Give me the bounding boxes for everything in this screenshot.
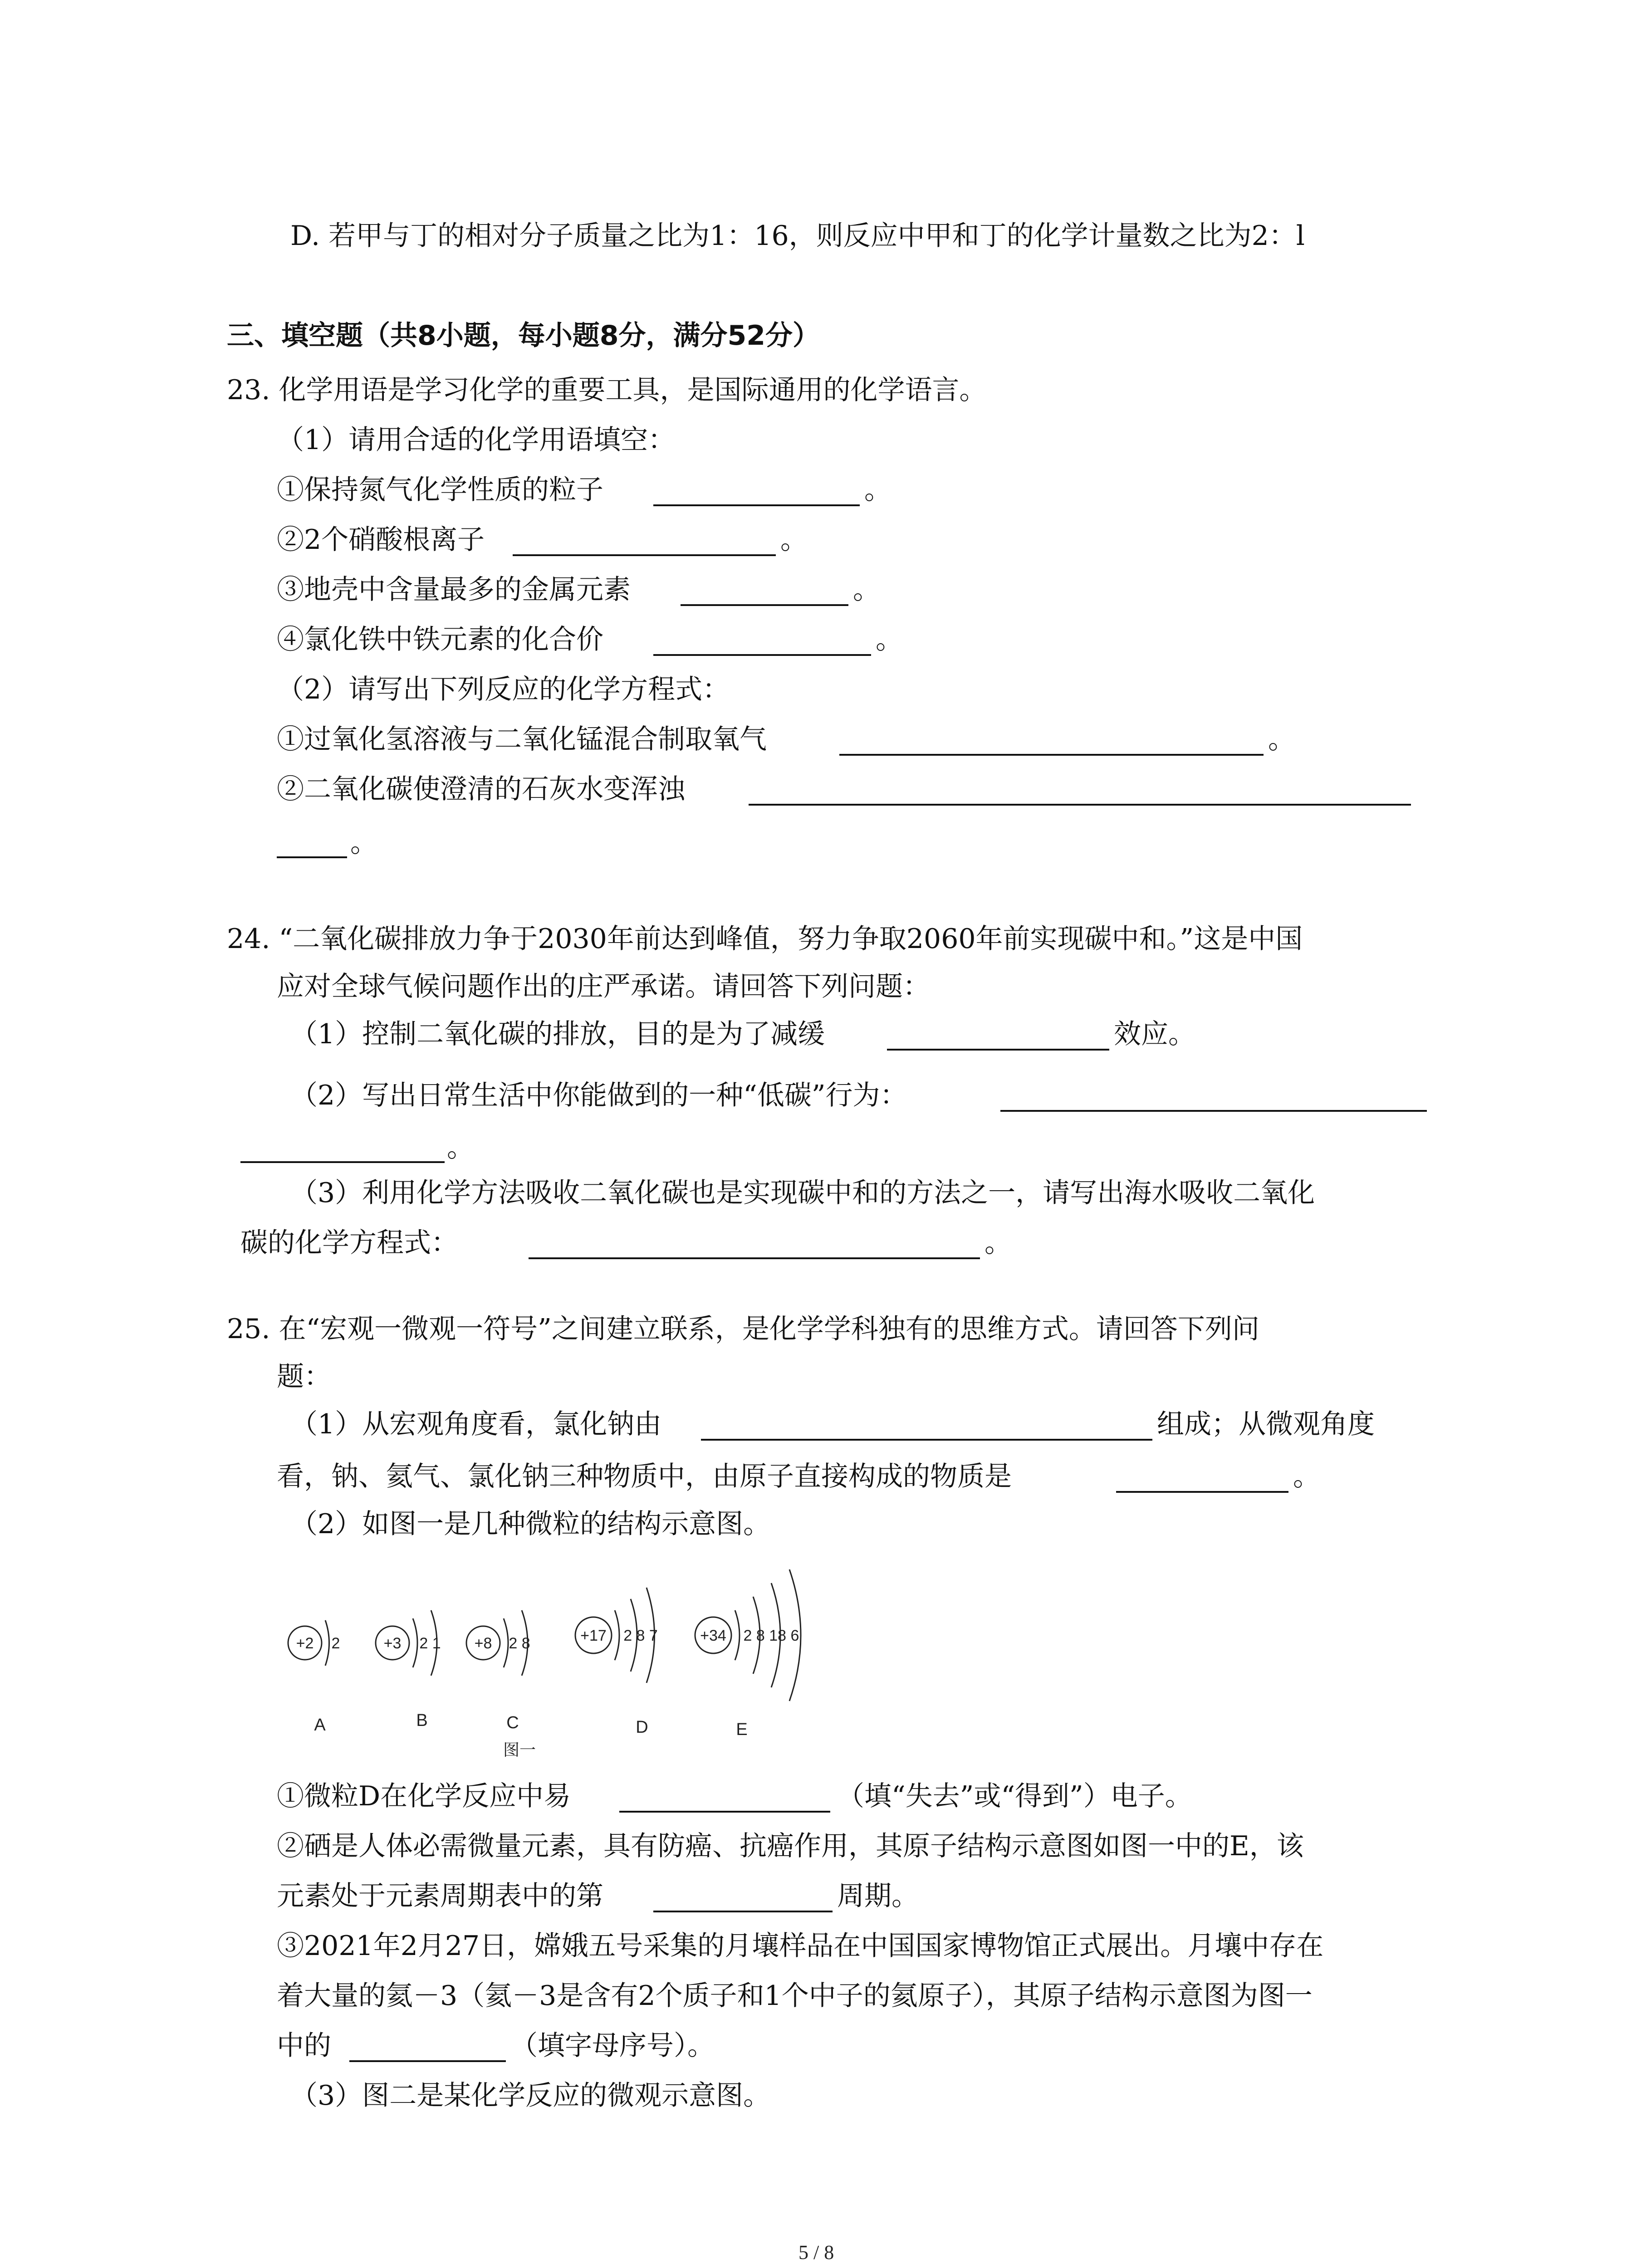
section-title: 三、填空题（共8小题，每小题8分，满分52分） bbox=[227, 320, 820, 352]
q24-part3-line2: 碳的化学方程式： bbox=[240, 1227, 458, 1259]
electron-shells: 2 bbox=[331, 1635, 340, 1652]
q24-stem-line2: 应对全球气候问题作出的庄严承诺。请回答下列问题： bbox=[277, 971, 930, 1002]
q25-sub3-line3: 中的 bbox=[277, 2030, 331, 2062]
label-a: A bbox=[314, 1716, 326, 1735]
answer-blank[interactable] bbox=[887, 1049, 1109, 1051]
q23-item3: ③地壳中含量最多的金属元素 bbox=[277, 574, 631, 606]
q25-sub2-line2: 元素处于元素周期表中的第 bbox=[277, 1880, 603, 1912]
answer-blank[interactable] bbox=[839, 754, 1264, 756]
electron-shells: 2 8 7 bbox=[623, 1627, 658, 1644]
q24-stem-line1: 24. “二氧化碳排放力争于2030年前达到峰值，努力争取2060年前实现碳中和。”这是中国 bbox=[227, 923, 1303, 955]
period: 。 bbox=[1293, 1461, 1320, 1492]
figure-caption: 图一 bbox=[503, 1740, 536, 1759]
q24-part1: （1）控制二氧化碳的排放，目的是为了减缓 bbox=[290, 1018, 825, 1050]
q25-part1-mid: 组成；从微观角度 bbox=[1157, 1408, 1375, 1440]
answer-blank[interactable] bbox=[513, 554, 776, 556]
option-d: D. 若甲与丁的相对分子质量之比为1：16，则反应中甲和丁的化学计量数之比为2：l bbox=[290, 220, 1305, 252]
answer-blank[interactable] bbox=[1000, 1110, 1427, 1112]
shell-arc bbox=[325, 1620, 329, 1666]
q25-sub1: ①微粒D在化学反应中易 bbox=[277, 1780, 571, 1812]
period: 。 bbox=[853, 574, 880, 606]
label-b: B bbox=[416, 1711, 428, 1730]
answer-blank[interactable] bbox=[653, 654, 871, 656]
answer-blank[interactable] bbox=[749, 804, 1411, 806]
nucleus-charge: +2 bbox=[296, 1635, 314, 1652]
period: 。 bbox=[864, 474, 892, 506]
q24-part3-line1: （3）利用化学方法吸收二氧化碳也是实现碳中和的方法之一，请写出海水吸收二氧化 bbox=[290, 1177, 1315, 1209]
q25-stem-line1: 25. 在“宏观一微观一符号”之间建立联系，是化学学科独有的思维方式。请回答下列问 bbox=[227, 1313, 1259, 1345]
label-e: E bbox=[736, 1720, 748, 1739]
answer-blank[interactable] bbox=[1116, 1491, 1288, 1493]
label-c: C bbox=[506, 1713, 519, 1732]
shell-arc bbox=[735, 1610, 740, 1660]
page-number: 5 / 8 bbox=[798, 2241, 834, 2263]
q25-sub1-suffix: （填“失去”或“得到”）电子。 bbox=[837, 1780, 1192, 1812]
q23-item4: ④氯化铁中铁元素的化合价 bbox=[277, 624, 603, 655]
electron-shells: 2 8 18 6 bbox=[743, 1627, 799, 1644]
q23-part1: （1）请用合适的化学用语填空： bbox=[277, 424, 676, 456]
answer-blank[interactable] bbox=[681, 604, 848, 606]
answer-blank[interactable] bbox=[653, 504, 860, 506]
answer-blank[interactable] bbox=[619, 1811, 830, 1813]
q25-sub3-suffix: （填字母序号）。 bbox=[510, 2030, 715, 2062]
nucleus-charge: +17 bbox=[580, 1627, 607, 1644]
q25-part1-line1: （1）从宏观角度看，氯化钠由 bbox=[290, 1408, 662, 1440]
q24-part2: （2）写出日常生活中你能做到的一种“低碳”行为： bbox=[290, 1080, 907, 1111]
period: 。 bbox=[350, 827, 377, 859]
answer-blank[interactable] bbox=[277, 856, 347, 858]
nucleus-charge: +8 bbox=[474, 1635, 492, 1652]
q25-sub3-line1: ③2021年2月27日，嫦娥五号采集的月壤样品在中国国家博物馆正式展出。月壤中存在 bbox=[277, 1930, 1324, 1962]
q25-part2: （2）如图一是几种微粒的结构示意图。 bbox=[290, 1508, 771, 1540]
period: 。 bbox=[876, 624, 903, 655]
q23-item1: ①保持氮气化学性质的粒子 bbox=[277, 474, 603, 506]
electron-shells: 2 8 bbox=[509, 1635, 530, 1652]
period: 。 bbox=[447, 1132, 474, 1163]
answer-blank[interactable] bbox=[653, 1911, 833, 1912]
shell-arc bbox=[615, 1610, 619, 1660]
shell-arc bbox=[504, 1618, 508, 1667]
period: 。 bbox=[1268, 723, 1295, 755]
q23-eq1: ①过氧化氢溶液与二氧化锰混合制取氧气 bbox=[277, 723, 767, 755]
period: 。 bbox=[985, 1227, 1012, 1259]
q25-part1-line2: 看，钠、氦气、氯化钠三种物质中，由原子直接构成的物质是 bbox=[277, 1461, 1012, 1492]
q25-stem-line2: 题： bbox=[277, 1361, 331, 1393]
q23-item2: ②2个硝酸根离子 bbox=[277, 524, 485, 556]
shell-arc bbox=[413, 1618, 417, 1667]
q25-sub3-line2: 着大量的氦－3（氦－3是含有2个质子和1个中子的氦原子），其原子结构示意图为图一 bbox=[277, 1980, 1313, 2012]
answer-blank[interactable] bbox=[240, 1161, 445, 1163]
answer-blank[interactable] bbox=[349, 2060, 506, 2062]
q25-part3: （3）图二是某化学反应的微观示意图。 bbox=[290, 2080, 771, 2112]
answer-blank[interactable] bbox=[701, 1439, 1152, 1441]
q23-part2: （2）请写出下列反应的化学方程式： bbox=[277, 674, 730, 705]
electron-shells: 2 1 bbox=[419, 1635, 441, 1652]
nucleus-charge: +34 bbox=[700, 1627, 726, 1644]
q25-sub2-line1: ②硒是人体必需微量元素，具有防癌、抗癌作用，其原子结构示意图如图一中的E，该 bbox=[277, 1830, 1304, 1862]
nucleus-charge: +3 bbox=[383, 1635, 402, 1652]
label-d: D bbox=[636, 1718, 648, 1737]
period: 。 bbox=[780, 524, 808, 556]
answer-blank[interactable] bbox=[529, 1257, 980, 1259]
q25-sub2-suffix: 周期。 bbox=[837, 1880, 919, 1912]
atomic-structure-figure bbox=[272, 1542, 862, 1760]
q23-eq2: ②二氧化碳使澄清的石灰水变浑浊 bbox=[277, 773, 685, 805]
q23-stem: 23. 化学用语是学习化学的重要工具，是国际通用的化学语言。 bbox=[227, 374, 987, 406]
q24-part1-suffix: 效应。 bbox=[1114, 1018, 1195, 1050]
